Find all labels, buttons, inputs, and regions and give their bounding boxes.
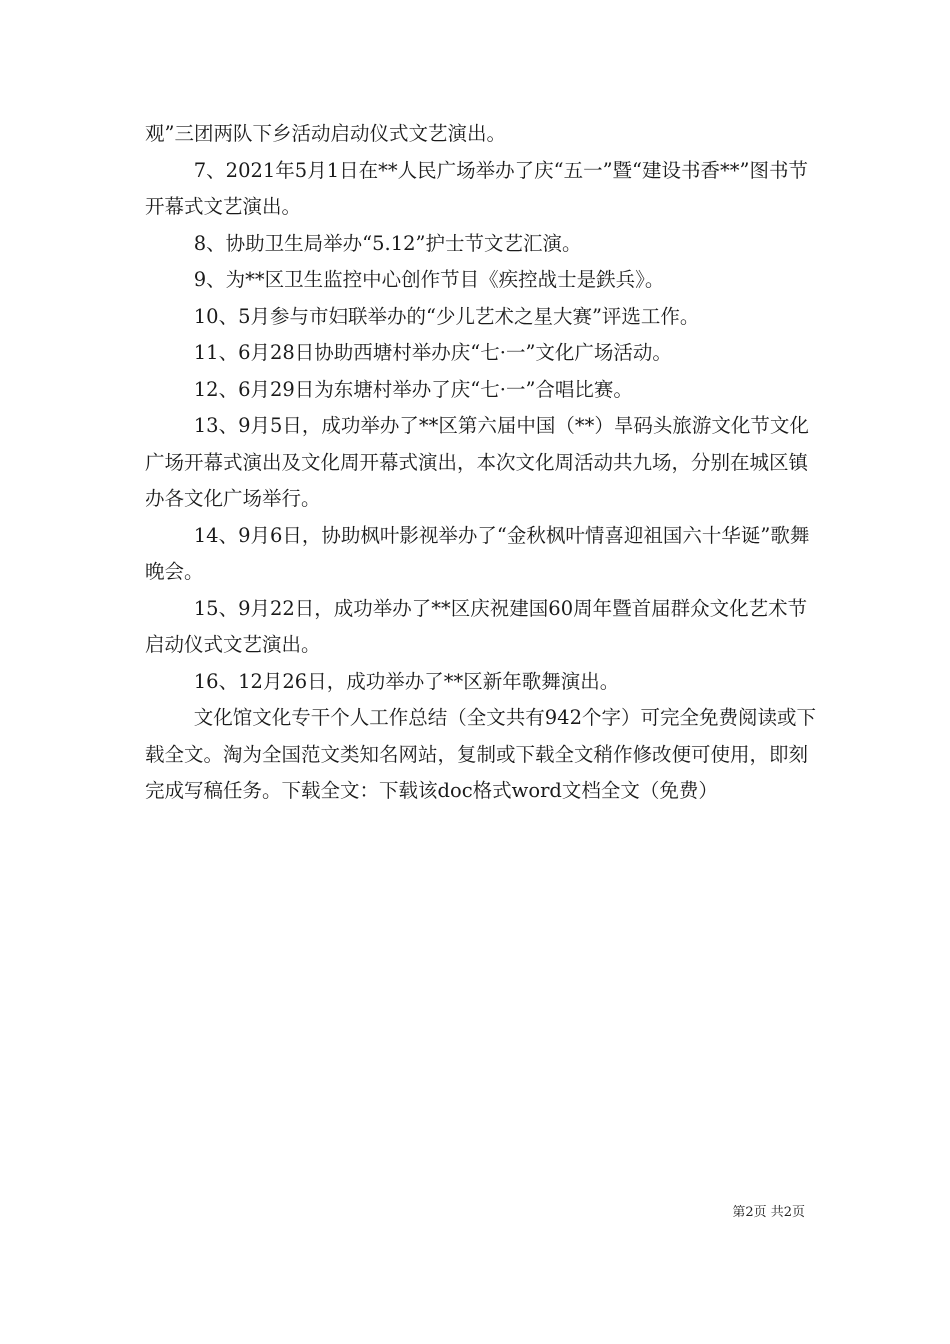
paragraph-item-14: 14、9月6日，协助枫叶影视举办了“金秋枫叶情喜迎祖国六十华诞”歌舞晚会。 [145,523,810,583]
paragraph-item-16: 16、12月26日，成功举办了**区新年歌舞演出。 [193,669,620,693]
paragraph-continuation: 观”三团两队下乡活动启动仪式文艺演出。 [145,122,506,145]
paragraph-item-12: 12、6月29日为东塘村举办了庆“七·一”合唱比赛。 [193,377,633,401]
document-body [145,116,825,810]
paragraph-item-10: 10、5月参与市妇联举办的“少儿艺术之星大赛”评选工作。 [193,304,700,328]
paragraph-item-13: 13、9月5日，成功举办了**区第六届中国（**）旱码头旅游文化节文化广场开幕式演出及文化周开幕式演出，本次文化周活动共九场，分别在城区镇办各文化广场举行。 [145,414,809,510]
paragraph-item-11: 11、6月28日协助西塘村举办庆“七·一”文化广场活动。 [193,341,672,364]
paragraph-item-15: 15、9月22日，成功举办了**区庆祝建国60周年暨首届群众文化艺术节启动仪式文艺演出。 [145,596,808,656]
paragraph-item-9: 9、为**区卫生监控中心创作节目《疾控战士是鉄兵》。 [193,268,665,291]
paragraph-download-note: 文化馆文化专干个人工作总结（全文共有942个字）可完全免费阅读或下载全文。淘为全国范文类知名网站，复制或下载全文稍作修改便可使用，即刻完成写稿任务。下载全文：下载该doc格式word文档全文（免费） [145,706,816,802]
paragraph-item-8: 8、协助卫生局举办“5.12”护士节文艺汇演。 [193,231,582,255]
paragraph-item-7: 7、2021年5月1日在**人民广场举办了庆“五一”暨“建设书香**”图书节开幕式文艺演出。 [145,158,808,218]
page-number: 第2页 共2页 [732,1205,805,1220]
